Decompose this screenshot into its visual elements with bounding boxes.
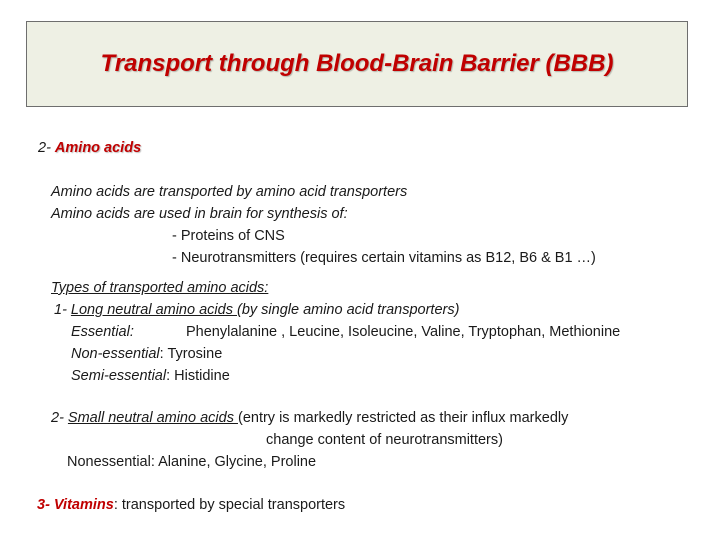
small-neutral-note-1: (entry is markedly restricted as their influx markedly — [237, 410, 569, 426]
long-neutral-note: (by single amino acid transporters) — [236, 302, 460, 318]
essential-value: Phenylalanine , Leucine, Isoleucine, Valine, Tryptophan, Methionine — [186, 324, 621, 340]
small-neutral-number: 2- — [51, 410, 68, 426]
section-3-line — [37, 496, 345, 514]
section-3-number: 3- — [37, 497, 54, 513]
essential-label: Essential: — [71, 324, 134, 340]
nonessential-line — [71, 345, 222, 363]
semiessential-line — [71, 367, 230, 385]
small-nonessential: Nonessential: Alanine, Glycine, Proline — [67, 454, 317, 470]
section-3-colon: : — [113, 497, 118, 513]
title-box — [26, 21, 688, 107]
amino-line-2: Amino acids are used in brain for synthesis of: — [51, 206, 348, 222]
long-neutral-number: 1- — [54, 302, 71, 318]
section-2-title: Amino acids — [54, 140, 142, 156]
small-neutral-line — [51, 409, 568, 427]
section-2-number: 2- — [38, 140, 55, 156]
slide-title: Transport through Blood-Brain Barrier (BBB) — [100, 50, 614, 77]
types-heading: Types of transported amino acids: — [51, 280, 269, 296]
long-neutral-line — [54, 301, 459, 319]
amino-line-4: - Neurotransmitters (requires certain vitamins as B12, B6 & B1 …) — [172, 250, 596, 266]
section-3-text: transported by special transporters — [117, 497, 346, 513]
long-neutral-name: Long neutral amino acids — [70, 302, 237, 318]
section-3-title: Vitamins — [53, 497, 114, 513]
amino-line-3: - Proteins of CNS — [172, 228, 285, 244]
section-2-heading — [38, 139, 141, 157]
semiessential-value: : Histidine — [166, 368, 230, 384]
nonessential-label: Non-essential — [71, 346, 160, 362]
small-neutral-name: Small neutral amino acids — [67, 410, 238, 426]
semiessential-label: Semi-essential — [71, 368, 167, 384]
small-neutral-note-2: change content of neurotransmitters) — [266, 432, 503, 448]
nonessential-value: : Tyrosine — [159, 346, 223, 362]
amino-line-1: Amino acids are transported by amino acid transporters — [51, 184, 408, 200]
